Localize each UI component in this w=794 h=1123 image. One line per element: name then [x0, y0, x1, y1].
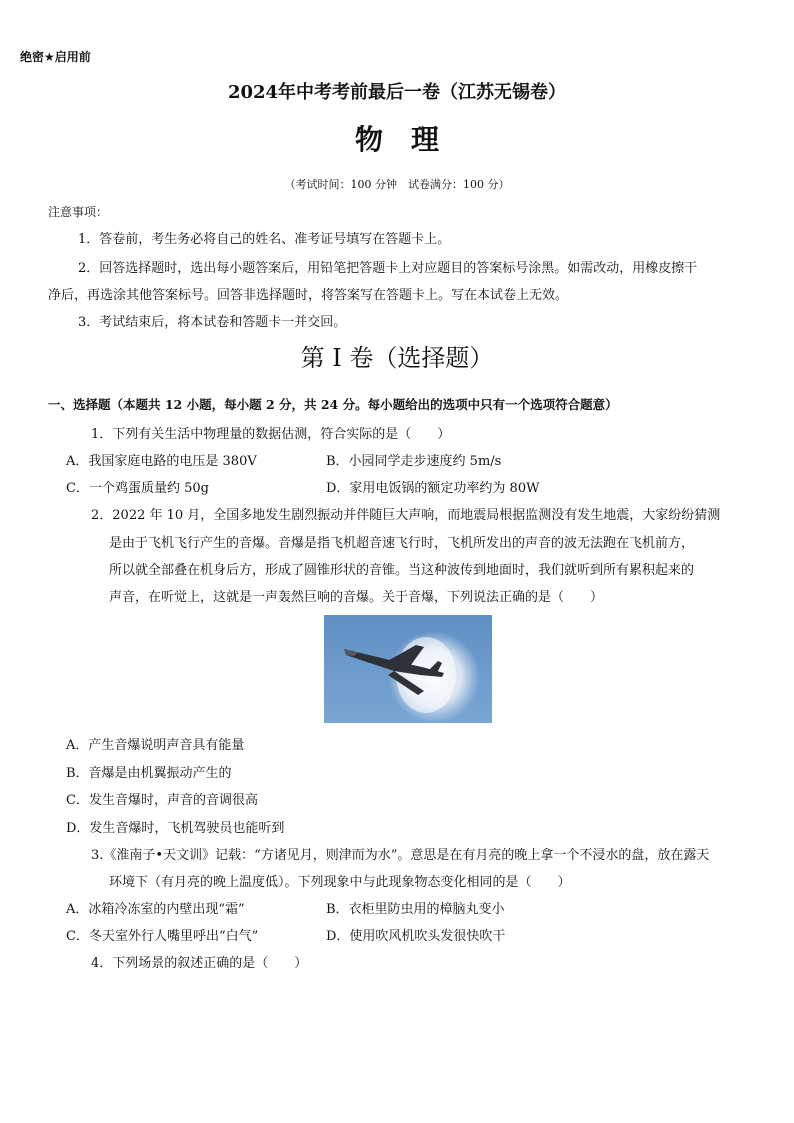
sonic-boom-jet-image: [324, 615, 492, 723]
q3-option-b: B．衣柜里防虫用的樟脑丸变小: [326, 902, 505, 917]
q1-option-d: D．家用电饭锅的额定功率约为 80W: [326, 481, 540, 496]
q3-stem-line-1: 3.《淮南子•天文训》记载：“方诸见月，则津而为水”。意思是在有月亮的晚上拿一个不浸水的盘，放在露天: [91, 848, 710, 863]
q1-option-a: A．我国家庭电路的电压是 380V: [66, 454, 257, 469]
note-3: 3．考试结束后，将本试卷和答题卡一并交回。: [78, 315, 347, 330]
q1-option-c: C．一个鸡蛋质量约 50g: [66, 481, 209, 496]
q1-option-b: B．小园同学走步速度约 5m/s: [326, 454, 502, 469]
q3-option-d: D．使用吹风机吹头发很快吹干: [326, 929, 506, 944]
q3-option-a: A．冰箱冷冻室的内壁出现“霜”: [66, 902, 245, 917]
q1-stem: 1．下列有关生活中物理量的数据估测，符合实际的是（ ）: [91, 427, 451, 442]
exam-time-info: （考试时间：100 分钟 试卷满分：100 分）: [284, 178, 510, 191]
q3-stem-line-2: 环境下（有月亮的晚上温度低）。下列现象中与此现象物态变化相同的是（ ）: [109, 875, 571, 890]
q4-stem: 4．下列场景的叙述正确的是（ ）: [91, 956, 308, 971]
q2-option-a: A．产生音爆说明声音具有能量: [66, 738, 245, 753]
confidential-mark: 绝密★启用前: [20, 50, 91, 64]
notes-heading: 注意事项：: [48, 205, 109, 219]
note-2-line-2: 净后，再选涂其他答案标号。回答非选择题时，将答案写在答题卡上。写在本试卷上无效。: [48, 288, 569, 303]
q2-stem-line-2: 是由于飞机飞行产生的音爆。音爆是指飞机超音速飞行时，飞机所发出的声音的波无法跑在飞机前方，: [109, 536, 695, 551]
subject-title: 物理: [354, 123, 467, 156]
q2-option-c: C．发生音爆时，声音的音调很高: [66, 793, 258, 808]
section-heading: 一、选择题（本题共 12 小题，每小题 2 分，共 24 分。每小题给出的选项中只有一个选项符合题意）: [48, 397, 618, 412]
part-title: 第 I 卷（选择题）: [300, 344, 494, 372]
q2-stem-line-4: 声音，在听觉上，这就是一声轰然巨响的音爆。关于音爆，下列说法正确的是（ ）: [109, 590, 604, 605]
note-2-line-1: 2．回答选择题时，选出每小题答案后，用铅笔把答题卡上对应题目的答案标号涂黑。如需改动，用橡皮擦干: [78, 261, 698, 276]
note-1: 1．答卷前，考生务必将自己的姓名、准考证号填写在答题卡上。: [78, 232, 451, 247]
q2-stem-line-1: 2．2022 年 10 月，全国多地发生剧烈振动并伴随巨大声响，而地震局根据监测没有发生地震，大家纷纷猜测: [91, 508, 721, 523]
q3-option-c: C．冬天室外行人嘴里呼出“白气”: [66, 929, 259, 944]
q2-option-b: B．音爆是由机翼振动产生的: [66, 766, 232, 781]
exam-title: 2024年中考考前最后一卷（江苏无锡卷）: [227, 82, 567, 103]
q2-option-d: D．发生音爆时，飞机驾驶员也能听到: [66, 821, 285, 836]
q2-stem-line-3: 所以就全部叠在机身后方，形成了圆锥形状的音锥。当这种波传到地面时，我们就听到所有累积起来的: [109, 563, 695, 578]
